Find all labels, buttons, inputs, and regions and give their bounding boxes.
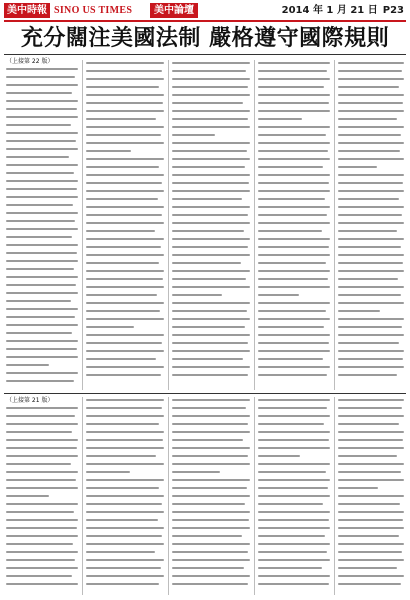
column-divider (82, 60, 83, 390)
article-column-5 (338, 62, 404, 388)
article-column-4 (258, 62, 330, 388)
column-divider (168, 397, 169, 595)
lower-column-3 (172, 399, 250, 595)
continuation-bottom: （上接第 21 版） (6, 397, 54, 404)
issue-date: 2014 年 1 月 21 日 (281, 5, 378, 16)
column-divider (254, 397, 255, 595)
column-divider (82, 397, 83, 595)
column-divider (334, 60, 335, 390)
column-divider (168, 60, 169, 390)
lower-column-4 (258, 399, 330, 595)
masthead-rule (4, 20, 406, 22)
column-divider (334, 397, 335, 595)
masthead (0, 0, 410, 22)
section-tag: 美中論壇 (150, 3, 198, 18)
issue-info (282, 3, 404, 18)
lower-column-2 (86, 399, 164, 595)
column-divider (254, 60, 255, 390)
lower-column-1 (6, 407, 78, 595)
article-column-1 (6, 68, 78, 388)
article-divider (4, 393, 406, 394)
paper-name: 美中時報 (4, 3, 50, 18)
page-number: P23 (382, 5, 404, 16)
article-column-2 (86, 62, 164, 388)
continuation-top: （上接第 22 版） (6, 58, 54, 65)
lower-column-5 (338, 399, 404, 595)
paper-name-en: SINO US TIMES (54, 5, 133, 16)
headline: 充分闊注美國法制 嚴格遵守國際規則 (20, 25, 390, 51)
paper-logo (4, 3, 132, 18)
article-column-3 (172, 62, 250, 388)
headline-rule (4, 54, 406, 55)
